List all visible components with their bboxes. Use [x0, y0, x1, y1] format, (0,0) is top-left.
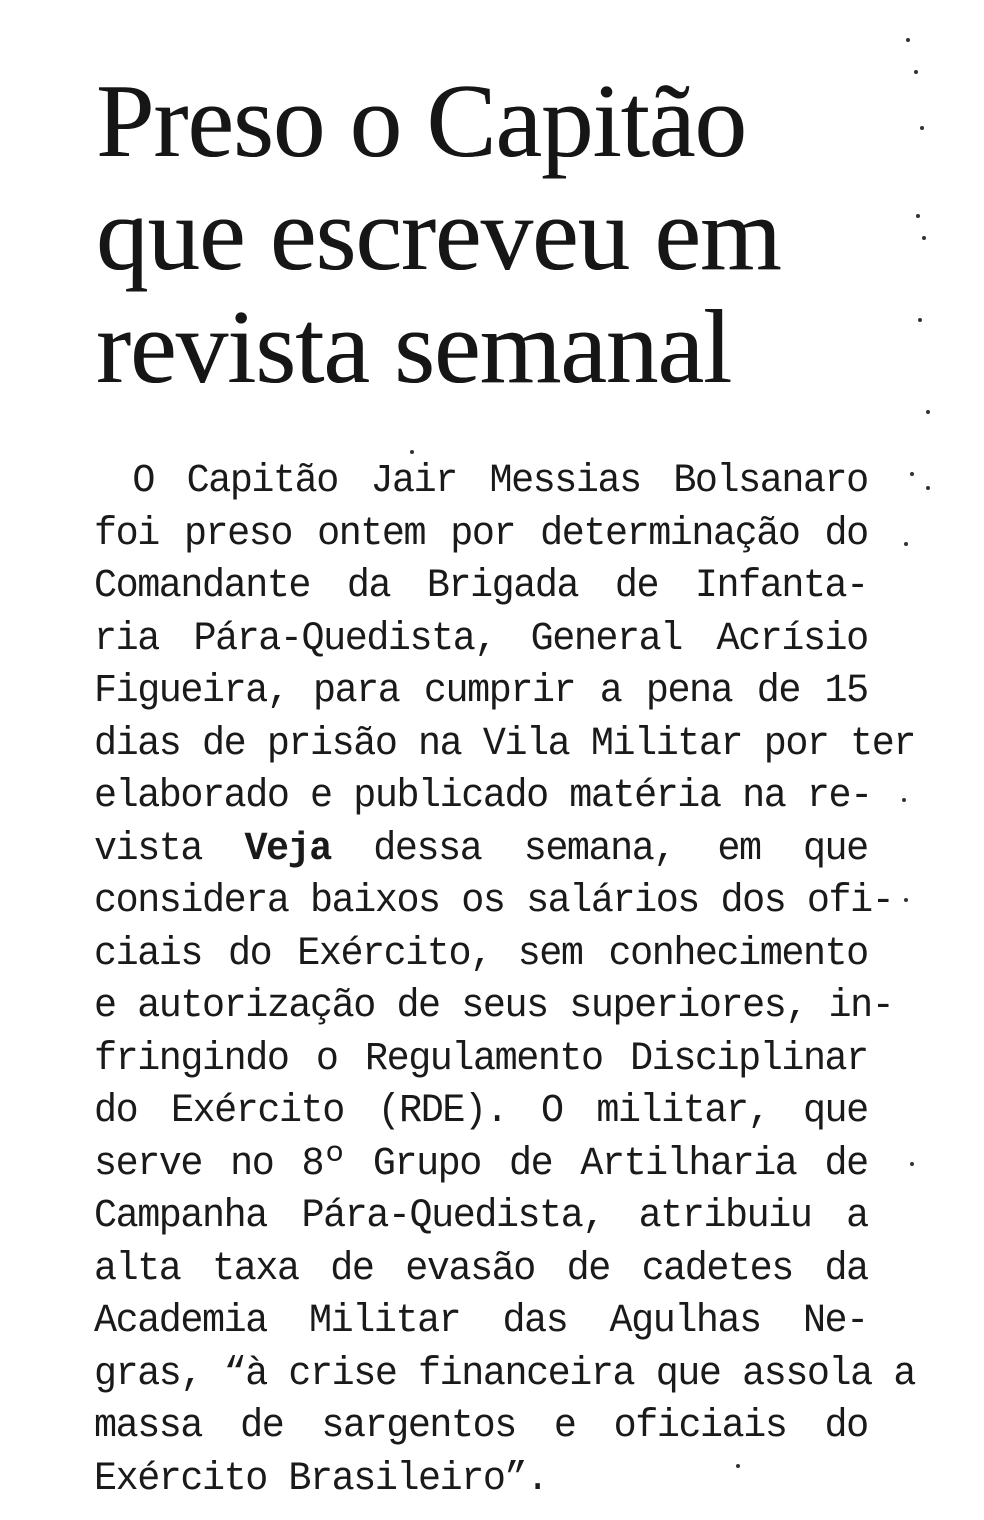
article-line-14: serve no 8º Grupo de Artilharia de [94, 1141, 868, 1187]
scan-speck [410, 450, 414, 454]
headline-line-2: que escreveu em [96, 175, 781, 292]
scan-speck [922, 236, 926, 240]
headline-line-3: revista semanal [96, 288, 732, 405]
scan-speck [906, 38, 910, 42]
article-line-1: O Capitão Jair Messias Bolsanaro [132, 459, 868, 504]
scan-speck [926, 410, 930, 414]
article-line-8 [94, 824, 868, 877]
article-line-19: massa de sargentos e oficiais do [94, 1404, 868, 1449]
article-line-2: foi preso ontem por determinação do [94, 511, 868, 557]
article-body [94, 456, 915, 1506]
article-text: dessa semana, em que [373, 826, 868, 872]
article-line-16: alta taxa de evasão de cadetes da [94, 1246, 868, 1292]
scan-speck [904, 898, 908, 902]
scan-speck [910, 472, 914, 476]
scan-speck [918, 318, 922, 322]
article-line-6: dias de prisão na Vila Militar por ter [94, 721, 915, 767]
headline-line-1: Preso o Capitão [96, 62, 746, 179]
article-line-12: fringindo o Regulamento Disciplinar [94, 1036, 868, 1082]
scan-speck [926, 486, 930, 490]
magazine-name: Veja [244, 826, 331, 872]
article-line-13: do Exército (RDE). O militar, que [94, 1089, 868, 1134]
article-line-18: gras, “à crise financeira que assola a [94, 1351, 915, 1397]
scan-speck [904, 542, 908, 546]
article-line-3: Comandante da Brigada de Infanta- [94, 564, 868, 609]
scan-speck [914, 70, 918, 74]
article-line-20: Exército Brasileiro”. [94, 1456, 548, 1502]
article-line-5: Figueira, para cumprir a pena de 15 [94, 669, 868, 714]
article-text: vista [94, 826, 203, 872]
article-line-10: ciais do Exército, sem conhecimento [94, 931, 868, 977]
headline [96, 64, 916, 403]
article-line-9: considera baixos os salários dos ofi- [94, 879, 894, 924]
article-line-4: ria Pára-Quedista, General Acrísio [94, 616, 868, 662]
scan-speck [910, 1162, 914, 1166]
article-line-15: Campanha Pára-Quedista, atribuiu a [94, 1194, 868, 1239]
scan-speck [902, 798, 906, 802]
article-line-17: Academia Militar das Agulhas Ne- [94, 1299, 868, 1344]
article-line-7: elaborado e publicado matéria na re- [94, 774, 872, 819]
scan-speck [916, 214, 920, 218]
article-line-11: e autorização de seus superiores, in- [94, 984, 894, 1029]
scan-speck [920, 126, 924, 130]
scan-speck [736, 1464, 740, 1468]
